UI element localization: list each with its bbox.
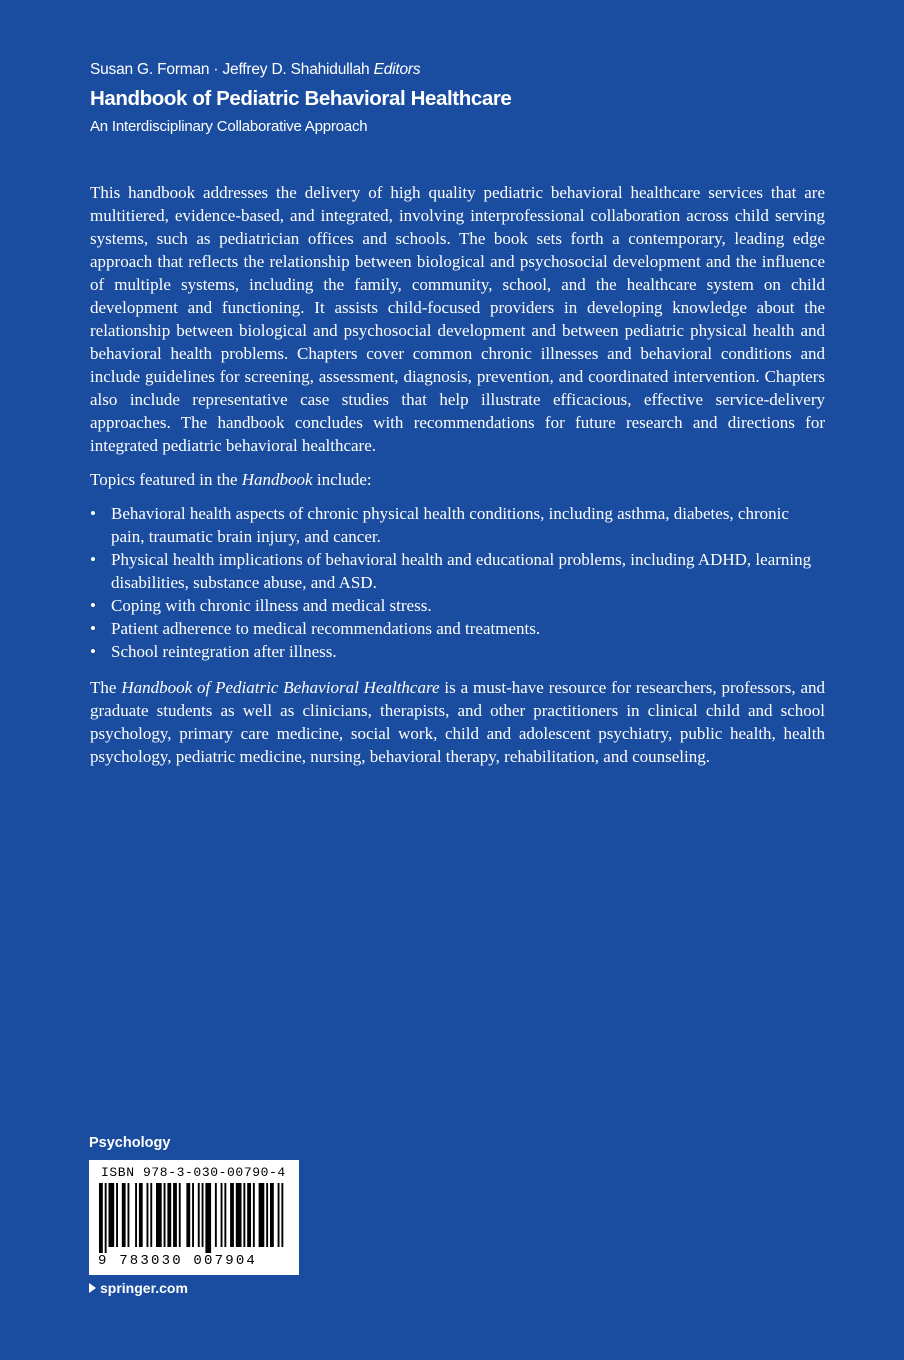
barcode-bar: [179, 1183, 181, 1247]
list-item: [90, 548, 825, 594]
description-paragraph: This handbook addresses the delivery of high quality pediatric behavioral healthcare services that are multitiered, evidence-based, and integrated, involving interprofessional collaboration across child serving systems, such as pediatrician offices and schools. The book sets forth a contemporary, leading edge approach that reflects the relationship between biological and psychosocial development and the influence of multiple systems, including the family, community, school, and the healthcare system on child development and functioning. It assists child-focused providers in developing knowledge about the relationship between biological and psychosocial development and between pediatric physical health and behavioral health problems. Chapters cover common chronic illnesses and behavioral conditions and include guidelines for screening, assessment, diagnosis, prevention, and coordinated intervention. Chapters also include representative case studies that help illustrate efficacious, effective service-delivery approaches. The handbook concludes with recommendations for future research and directions for integrated pediatric behavioral healthcare.: [90, 183, 825, 455]
publisher-website: springer.com: [100, 1280, 188, 1296]
barcode-bar: [253, 1183, 255, 1247]
topic-text: Physical health implications of behavioral health and educational problems, including ADHD, learning disabilities, substance abuse, and ASD.: [111, 550, 812, 592]
barcode-bar: [266, 1183, 268, 1247]
audience-italic-title: Handbook of Pediatric Behavioral Healthcare: [121, 678, 440, 697]
book-title: Handbook of Pediatric Behavioral Healthcare: [90, 87, 512, 110]
barcode-bar: [128, 1183, 130, 1247]
list-item: [90, 502, 825, 548]
audience-paragraph: [90, 676, 825, 768]
barcode-bar: [202, 1183, 204, 1247]
barcode-digits: 9 783030 007904: [98, 1253, 258, 1269]
barcode-bar: [173, 1183, 177, 1247]
barcode-bar: [99, 1183, 103, 1253]
barcode-bar: [236, 1183, 242, 1247]
barcode-bar: [270, 1183, 274, 1247]
barcode-bar: [139, 1183, 143, 1247]
topics-intro-end: include:: [312, 470, 372, 489]
barcode-bar: [109, 1183, 115, 1247]
bullet-icon: •: [90, 550, 96, 569]
list-item: [90, 594, 825, 617]
editors-line: [90, 61, 420, 79]
barcode-bar: [156, 1183, 162, 1247]
barcode-bar: [221, 1183, 223, 1247]
topic-text: Coping with chronic illness and medical stress.: [111, 596, 432, 615]
barcode-bar: [230, 1183, 234, 1247]
bullet-icon: •: [90, 596, 96, 615]
book-subtitle: An Interdisciplinary Collaborative Approach: [90, 118, 368, 135]
topic-text: Behavioral health aspects of chronic physical health conditions, including asthma, diabetes, chronic pain, traumatic brain injury, and cancer.: [111, 504, 789, 546]
arrow-right-icon: [89, 1283, 96, 1293]
barcode-bar: [150, 1183, 152, 1247]
barcode-bar: [259, 1183, 265, 1247]
list-item: [90, 640, 825, 663]
topics-intro-text: Topics featured in the: [90, 470, 242, 489]
subject-category: Psychology: [89, 1135, 171, 1151]
audience-text-end: is a must-have resource for researchers, professors, and graduate students as well as clinicians, therapists, and other practitioners in clinical child and school psychology, primary care medicine, social work, child and adolescent psychiatry, public health, health psychology, pediatric medicine, nursing, behavioral therapy, rehabilitation, and counseling.: [90, 678, 825, 766]
barcode-bar: [135, 1183, 137, 1247]
bullet-icon: •: [90, 642, 96, 661]
topic-text: Patient adherence to medical recommendations and treatments.: [111, 619, 541, 638]
topic-text: School reintegration after illness.: [111, 642, 337, 661]
barcode-bar: [147, 1183, 149, 1247]
barcode-bar: [243, 1183, 245, 1247]
barcode-bar: [116, 1183, 118, 1247]
barcode-bar: [122, 1183, 126, 1247]
barcode-bar: [215, 1183, 217, 1247]
barcode-bar: [247, 1183, 251, 1247]
topics-intro: [90, 468, 825, 491]
editors-names: Susan G. Forman · Jeffrey D. Shahidullah: [90, 61, 370, 78]
barcode-bar: [164, 1183, 166, 1247]
barcode-bar: [224, 1183, 226, 1247]
isbn-text: ISBN 978-3-030-00790-4: [101, 1165, 286, 1180]
bullet-icon: •: [90, 504, 96, 523]
audience-text-start: The: [90, 678, 122, 697]
barcode-bar: [167, 1183, 171, 1247]
barcode-bar: [198, 1183, 200, 1247]
barcode-bar: [205, 1183, 211, 1253]
barcode-bar: [281, 1183, 283, 1247]
barcode-bar: [105, 1183, 107, 1253]
editors-role: Editors: [373, 61, 421, 78]
list-item: [90, 617, 825, 640]
bullet-icon: •: [90, 619, 96, 638]
topics-list: [90, 502, 825, 663]
barcode-bar: [192, 1183, 194, 1247]
isbn-barcode: [89, 1160, 299, 1275]
barcode-bars: [99, 1183, 289, 1253]
barcode-bar: [186, 1183, 190, 1247]
topics-intro-italic: Handbook: [241, 470, 313, 489]
publisher-link[interactable]: [89, 1280, 188, 1296]
barcode-bar: [278, 1183, 280, 1247]
